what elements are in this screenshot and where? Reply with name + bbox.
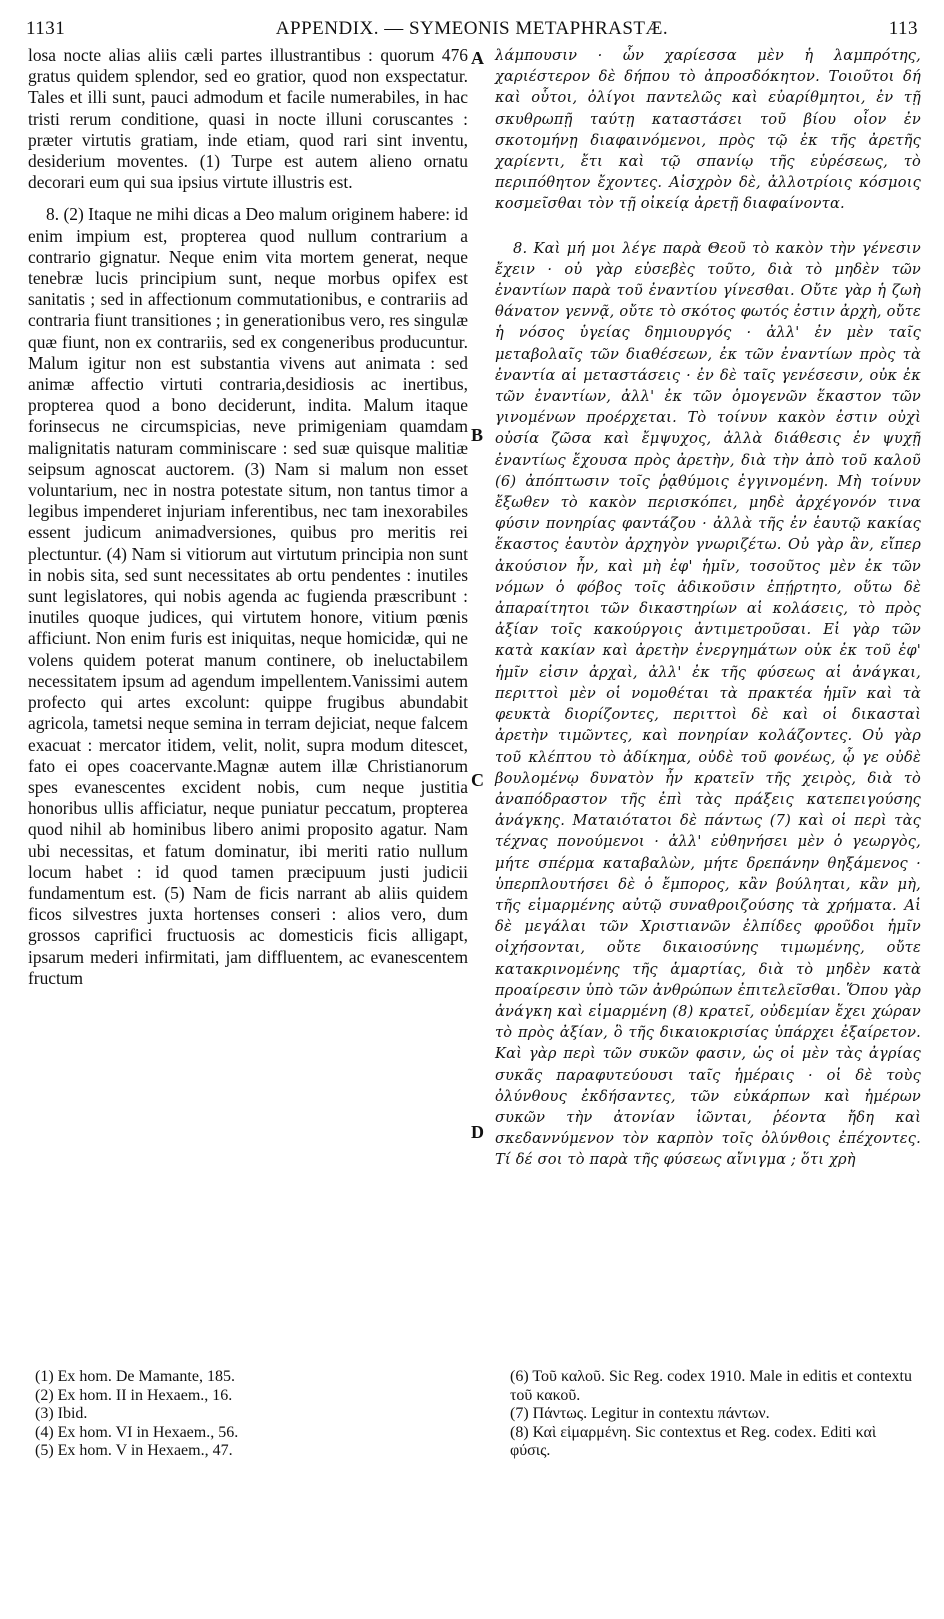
running-title: APPENDIX. — SYMEONIS METAPHRASTÆ. <box>275 18 669 39</box>
margin-marker-c: C <box>471 770 484 790</box>
footnote-3: (3) Ibid. <box>35 1405 88 1422</box>
greek-paragraph-1: λάμπουσιν · ὧν χαρίεσσα μὲν ἡ λαμπρότης, χαριέστερον δὲ δήπου τὸ ἀπροσδόκητον. Τοιοῦτοι δή καὶ οὗτοι, ὀλίγοι παντελῶς καὶ εὐαρίθμητοι, ἐν τῇ σκυθρωπῇ ταύτῃ καταστάσει τοῦ βίου οἷον ἐν σκοτομήνῃ διαφαινόμενοι, πρὸς τῷ ἐκ τῆς ἀρετῆς χαρίεντι, ἔτι καὶ τῷ σπανίῳ τῆς εὑρέσεως, τὸ περιπόθητον ἔχοντες. Αἰσχρὸν δὲ, ἀλλοτρίοις κόσμοις κοσμεῖσθαι τὸν τῇ οἰκείᾳ ἀρετῇ διαφαίνοντα. <box>495 47 921 213</box>
margin-marker-d: D <box>471 1122 484 1142</box>
footnote-5: (5) Ex hom. V in Hexaem., 47. <box>35 1442 233 1459</box>
latin-paragraph-2: 8. (2) Itaque ne mihi dicas a Deo malum originem habere: id enim impium est, propterea quod nullum contrarium a contrario gignatur. Neque enim vita mortem generat, neque tenebræ lucis principium sunt, neque morbus opifex est sanitatis ; sed in affectionum commutationibus, e contrariis ad contraria fiunt transitiones ; in generationibus vero, res singulæ quæ fiunt, non ex contrariis, sed ex congeneribus producuntur. Malum igitur non est substantia vivens aut animata : sed animæ affectio virtuti contraria,desidiosis ac inertibus, propterea quod a bono deciderunt, indita. Malum itaque forinsecus ne circumspicias, neve primigeniam quamdam malignitatis naturam comminiscare : sed suæ quisque malitiæ seipsum agnoscat auctorem. (3) Nam si malum non esset voluntarium, nec in nostra potestate situm, non tantus timor a legibus impenderet injuriam inferentibus, nec tam inexorabiles essent judicum animadversiones, quibus pro meritis rei plectuntur. (4) Nam si vitiorum aut virtutum principia non sunt in nobis sita, sed sunt necessitates ab ortu pendentes : inutiles sunt legislatores, qui nobis agenda ac fugienda præscribunt : inutiles quoque judices, qui virtutem honore, vitium pœnis afficiunt. Non enim furis est iniquitas, neque homicidæ, qui ne volens quidem poterat manum continere, ob ineluctabilem necessitatem ipsum ad agendum impellentem.Vanissimi autem profecto qui artes excolunt: quippe frugibus abundabit agricola, tametsi neque semina in terram dejiciat, neque falcem exacuat : mercator itidem, velit, nolit, supra modum ditescet, fato ei opes coacervante.Magnæ autem illæ Christianorum spes evanescentes excident nobis, cum neque justitia honoribus ullis afficiatur, neque puniatur peccatum, propterea quod nihil ab hominibus libero animi proposito agatur. Nam ubi necessitas, et fatum dominatur, ibi meriti ratio nullum locum habet : id quod tamen præcipuum justi judicii fundamentum est. (5) Nam de ficis narrant ab aliis quidem ficos silvestres juxta hortenses conseri : alios vero, dum grossos caprifici fructuosis ac domesticis ficis alligapt, ipsarum mederi infirmitati, jam diffluentem, ac evanescentem fructum <box>28 204 468 988</box>
footnotes-left <box>35 1368 455 1461</box>
latin-paragraph-1: losa nocte alias aliis cæli partes illustrantibus : quorum 476 gratus quidem splendor, sed eo gratior, quod non exspectatur. Tales et illi sunt, pauci admodum et facile numerabiles, in hac tristi rerum conditione, quasi in nocte illuni coruscantes : præter virtutis gratiam, inde etiam, quod rari sint inventu, desiderium moventes. (1) Turpe est autem alieno ornatu decorari eum qui sua ipsius virtute illustris est. <box>28 45 468 193</box>
latin-column <box>28 45 468 989</box>
page-number-left: 1131 <box>26 18 66 39</box>
footnote-8: (8) Καὶ εἱμαρμένη. Sic contextus et Reg. codex. Editi καὶ φύσις. <box>510 1423 877 1459</box>
footnote-1: (1) Ex hom. De Mamante, 185. <box>35 1368 235 1385</box>
footnote-6: (6) Τοῦ καλοῦ. Sic Reg. codex 1910. Male in editis et contextu τοῦ κακοῦ. <box>510 1368 912 1404</box>
margin-marker-a: A <box>471 48 484 68</box>
footnote-7: (7) Πάντως. Legitur in contextu πάντων. <box>510 1405 770 1422</box>
running-header <box>26 18 918 44</box>
greek-paragraph-2: 8. Καὶ μή μοι λέγε παρὰ Θεοῦ τὸ κακὸν τὴν γένεσιν ἔχειν · οὐ γὰρ εὐσεβὲς τοῦτο, διὰ τὸ μηδὲν τῶν ἐναντίων παρὰ τοῦ ἐναντίου γίνεσθαι. Οὔτε γὰρ ἡ ζωὴ θάνατον γεννᾷ, οὔτε τὸ σκότος φωτός ἐστιν ἀρχὴ, οὔτε ἡ νόσος ὑγείας δημιουργός · ἀλλ' ἐν μὲν ταῖς μεταβολαῖς τῶν διαθέσεων, ἐκ τῶν ἐναντίων πρὸς τὰ ἐναντία αἱ μεταστάσεις · ἐν δὲ ταῖς γενέσεσιν, οὐκ ἐκ τῶν ἐναντίων, ἀλλ' ἐκ τῶν ὁμογενῶν ἕκαστον τῶν γινομένων προέρχεται. Τὸ τοίνυν κακὸν ἐστιν οὐχὶ οὐσία ζῶσα καὶ ἔμψυχος, ἀλλὰ διάθεσις ἐν ψυχῇ ἐναντίως ἔχουσα πρὸς ἀρετὴν, διὰ τὴν ἀπὸ τοῦ καλοῦ (6) ἀπόπτωσιν τοῖς ῥᾳθύμοις ἐγγινομένη. Μὴ τοίνυν ἔξωθεν τὸ κακὸν περισκόπει, μηδὲ ἀρχέγονόν τινα φύσιν πονηρίας φαντάζου · ἀλλὰ τῆς ἐν ἑαυτῷ κακίας ἕκαστος ἑαυτὸν ἀρχηγὸν γνωριζέτω. Οὐ γὰρ ἂν, εἴπερ ἀκούσιον ἦν, καὶ μὴ ἐφ' ἡμῖν, τοσοῦτος μὲν ἐκ τῶν νόμων ὁ φόβος τοῖς ἀδικοῦσιν ἐπῄρτητο, οὕτω δὲ ἀπαραίτητοι τῶν δικαστηρίων αἱ κολάσεις, τὸ πρὸς ἀξίαν τοῖς κακούργοις ἀντιμετροῦσαι. Εἰ γὰρ τῶν κατὰ κακίαν καὶ ἀρετὴν ἐνεργημάτων οὐκ ἐκ τοῦ ἐφ' ἡμῖν εἰσιν ἀρχαὶ, ἀλλ' ἐκ τῆς φύσεως αἱ ἀνάγκαι, περιττοὶ μὲν οἱ νομοθέται τὰ πρακτέα ἡμῖν καὶ τὰ φευκτὰ διορίζοντες, περιττοὶ δὲ καὶ οἱ δικασταὶ ἀρετὴν τιμῶντες, καὶ πονηρίαν κολάζοντες. Οὐ γὰρ τοῦ κλέπτου τὸ ἀδίκημα, οὐδὲ τοῦ φονέως, ᾧ γε οὐδὲ βουλομένῳ δυνατὸν ἦν κρατεῖν τῆς χειρὸς, διὰ τὸ ἀναπόδραστον τῆς ἐπὶ τὰς πράξεις κατεπειγούσης ἀνάγκης. Ματαιότατοι δὲ πάντως (7) καὶ οἱ περὶ τὰς τέχνας πονούμενοι · ἀλλ' εὐθηνήσει μὲν ὁ γεωργὸς, μήτε σπέρμα καταβαλὼν, μήτε δρεπάνην θηξάμενος · ὑπερπλουτήσει δὲ ὁ ἔμπορος, κἂν βούληται, κἂν μὴ, τῆς εἱμαρμένης αὐτῷ συναθροιζούσης τὰ χρήματα. Αἱ δὲ μεγάλαι τῶν Χριστιανῶν ἐλπίδες φροῦδοι ἡμῖν οἰχήσονται, οὔτε δικαιοσύνης τιμωμένης, οὔτε κατακρινομένης τῆς ἁμαρτίας, διὰ τὸ μηδὲν κατὰ προαίρεσιν ὑπὸ τῶν ἀνθρώπων ἐπιτελεῖσθαι. Ὅπου γὰρ ἀνάγκη καὶ εἱμαρμένη (8) κρατεῖ, οὐδεμίαν ἔχει χώραν τὸ πρὸς ἀξίαν, ὃ τῆς δικαιοκρισίας ὑπάρχει ἐξαίρετον. Καὶ γὰρ περὶ τῶν συκῶν φασιν, ὡς οἱ μὲν τὰς ἀγρίας συκᾶς παραφυτεύουσι ταῖς ἡμέραις · οἱ δὲ τοὺς ὀλύνθους ἐκδήσαντες, τῶν εὐκάρπων καὶ ἡμέρων συκῶν τὴν ἀτονίαν ἰῶνται, ῥέοντα ἤδη καὶ σκεδαννύμενον τὸν καρπὸν τοῖς ὀλύνθοις ἐπέχοντες. Τί δέ σοι τὸ παρὰ τῆς φύσεως αἴνιγμα ; ὅτι χρὴ <box>495 239 921 1169</box>
footnote-2: (2) Ex hom. II in Hexaem., 16. <box>35 1386 233 1404</box>
greek-column <box>495 45 921 1171</box>
footnotes-right <box>510 1368 920 1461</box>
margin-marker-b: B <box>471 425 484 445</box>
footnote-4: (4) Ex hom. VI in Hexaem., 56. <box>35 1423 239 1441</box>
page-number-right: 113 <box>888 18 918 39</box>
